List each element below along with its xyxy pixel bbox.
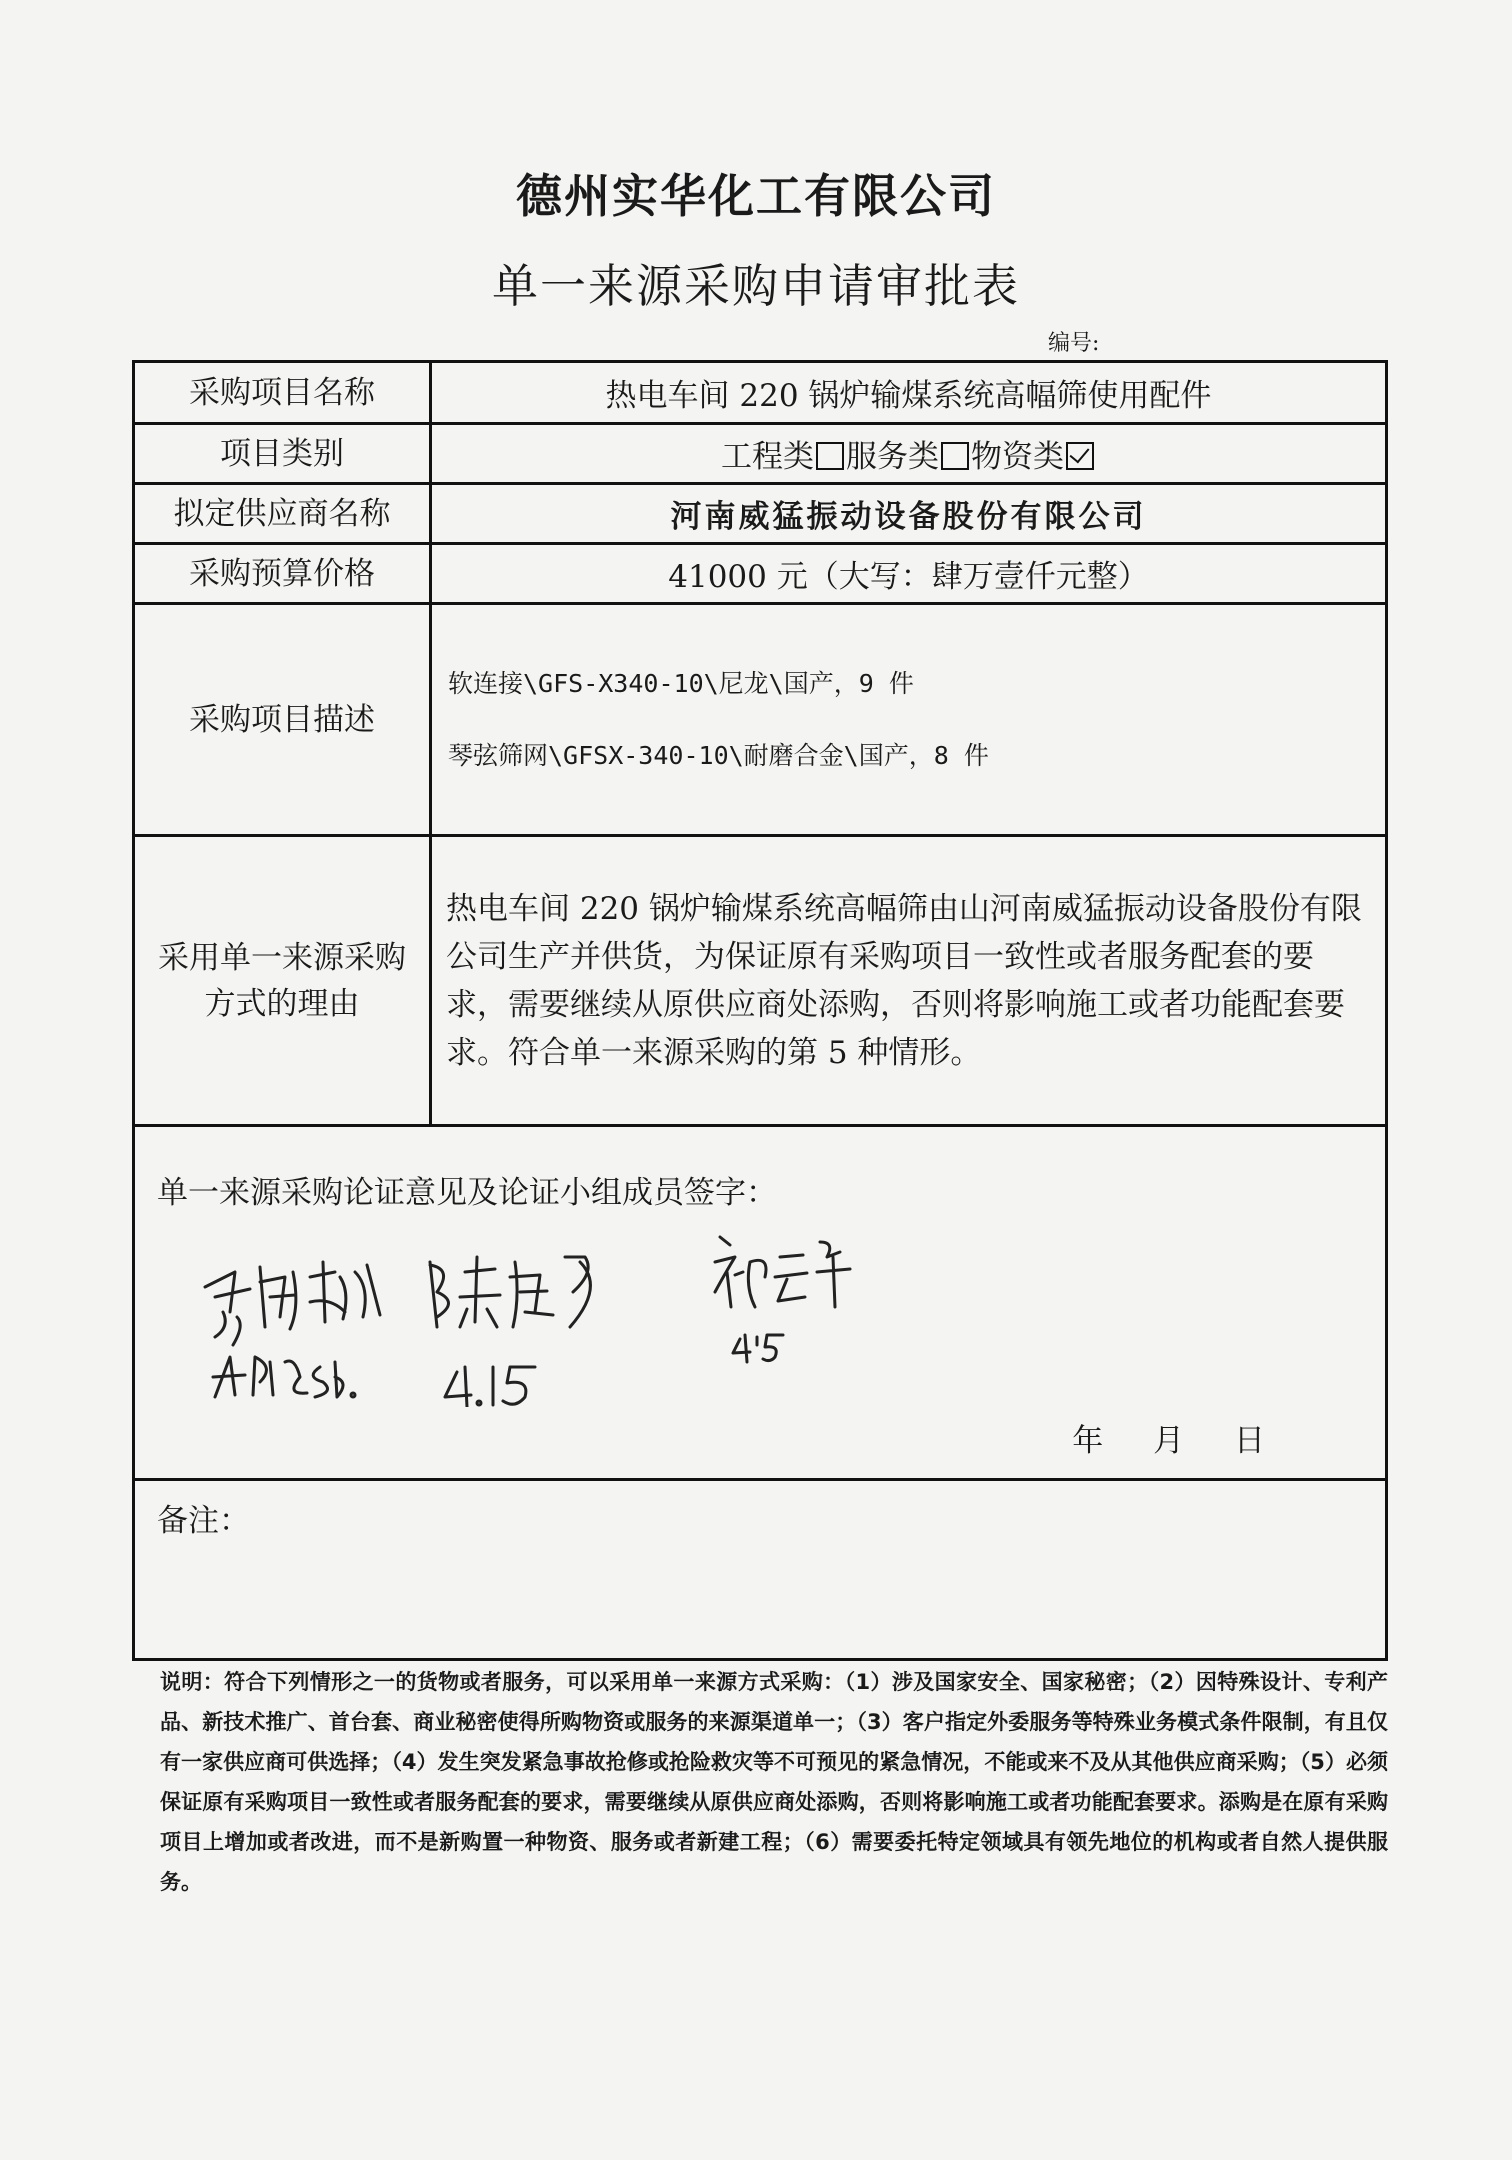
explanatory-note: 说明：符合下列情形之一的货物或者服务，可以采用单一来源方式采购：（1）涉及国家安全、国家秘密；（2）因特殊设计、专利产品、新技术推广、首台套、商业秘密使得所购物资或服务的来源渠道单一；（3）客户指定外委服务等特殊业务模式条件限制，有且仅有一家供应商可供选择；（4）发生突发紧急事故抢修或抢险救灾等不可预见的紧急情况，不能或来不及从其他供应商采购；（5）必须保证原有采购项目一致性或者服务配套的要求，需要继续从原供应商处添购，否则将影响施工或者功能配套要求。添购是在原有采购项目上增加或者改进，而不是新购置一种物资、服务或者新建工程；（6）需要委托特定领域具有领先地位的机构或者自然人提供服务。	[160, 1670, 1388, 1894]
row-remark	[134, 1480, 1387, 1660]
signature-2-date	[445, 1367, 535, 1407]
signature-date-placeholder: 年 月 日	[1072, 1423, 1265, 1459]
supplier-value: 河南威猛振动设备股份有限公司	[431, 484, 1387, 544]
row-supplier	[134, 484, 1387, 544]
signature-3	[715, 1237, 850, 1307]
category-value	[431, 424, 1387, 484]
description-value	[431, 604, 1387, 836]
reason-label	[134, 836, 431, 1126]
signatures-handwriting	[175, 1217, 935, 1407]
signature-3-date	[733, 1335, 783, 1362]
description-item-2: 琴弦筛网\GFSX-340-10\耐磨合金\国产，8 件	[448, 740, 989, 770]
budget-value: 41000 元（大写：肆万壹仟元整）	[431, 544, 1387, 604]
serial-number-label: 编号:	[1048, 331, 1100, 356]
budget-label: 采购预算价格	[134, 544, 431, 604]
supplier-label: 拟定供应商名称	[134, 484, 431, 544]
category-option-engineering: 工程类	[721, 439, 814, 475]
signature-1	[205, 1262, 380, 1345]
company-name: 德州实华化工有限公司	[516, 169, 996, 223]
row-budget	[134, 544, 1387, 604]
category-option-service: 服务类	[846, 439, 939, 475]
remark-cell	[134, 1480, 1387, 1660]
opinion-label: 单一来源采购论证意见及论证小组成员签字：	[157, 1175, 777, 1211]
reason-value: 热电车间 220 锅炉输煤系统高幅筛由山河南威猛振动设备股份有限公司生产并供货，为保证原有采购项目一致性或者服务配套的要求，需要继续从原供应商处添购，否则将影响施工或者功能配套要求。符合单一来源采购的第 5 种情形。	[431, 836, 1387, 1126]
category-label: 项目类别	[134, 424, 431, 484]
approval-table	[132, 360, 1388, 1661]
checkbox-engineering	[816, 442, 844, 470]
reason-label-line1: 采用单一来源采购	[158, 939, 406, 976]
row-project-name	[134, 362, 1387, 424]
signature-2	[430, 1257, 590, 1327]
row-reason	[134, 836, 1387, 1126]
category-option-materials: 物资类	[971, 439, 1064, 475]
remark-label: 备注：	[157, 1503, 250, 1539]
row-opinion	[134, 1126, 1387, 1480]
signature-1-date	[213, 1357, 355, 1397]
description-item-1: 软连接\GFS-X340-10\尼龙\国产，9 件	[448, 668, 914, 698]
project-name-label: 采购项目名称	[134, 362, 431, 424]
opinion-cell	[134, 1126, 1387, 1480]
row-description	[134, 604, 1387, 836]
row-category	[134, 424, 1387, 484]
checkbox-materials-checked	[1066, 442, 1094, 470]
reason-label-line2: 方式的理由	[204, 985, 360, 1022]
project-name-value: 热电车间 220 锅炉输煤系统高幅筛使用配件	[431, 362, 1387, 424]
description-label: 采购项目描述	[134, 604, 431, 836]
form-title: 单一来源采购申请审批表	[492, 259, 1020, 313]
checkbox-service	[941, 442, 969, 470]
